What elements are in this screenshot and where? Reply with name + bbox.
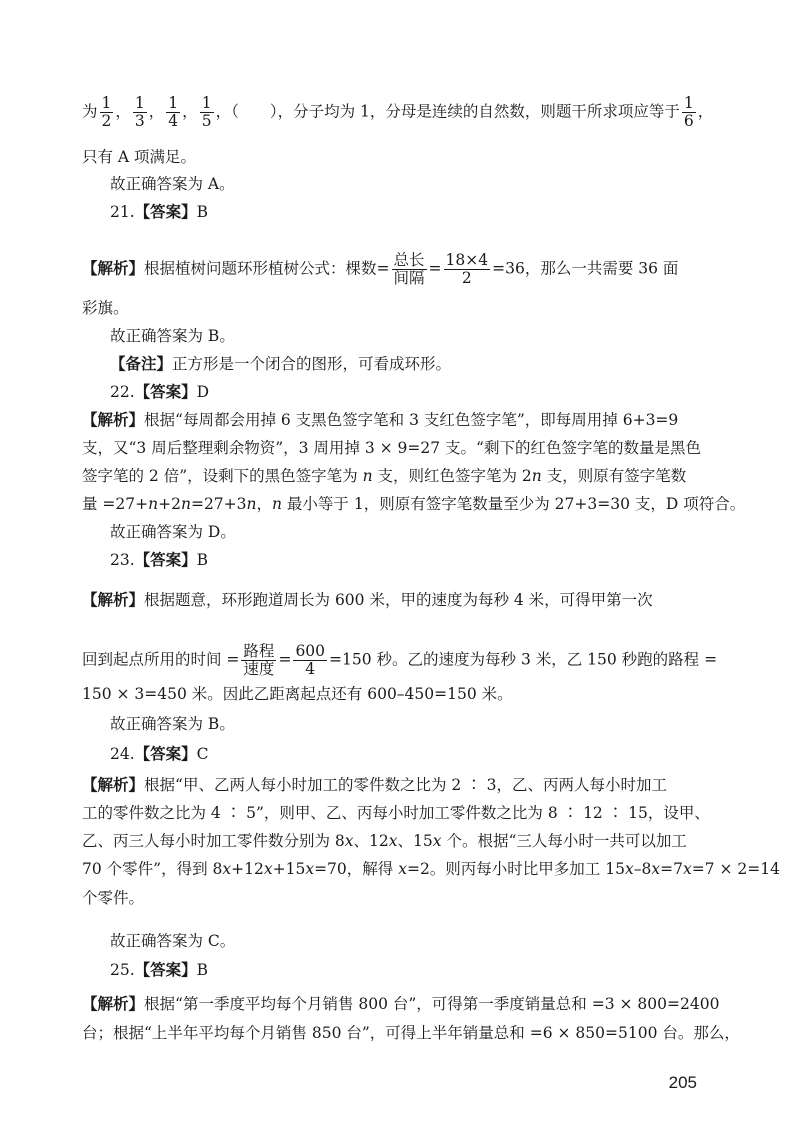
text-line: 故正确答案为 C。 xyxy=(110,932,236,950)
text-line: 回到起点所用的时间 = $\frac{\text{路程}}{\text{速度}}$ = $\frac{600}{4}$ =150 秒。乙的速度为每秒 3 米，乙 150 秒跑的路程 = xyxy=(82,642,718,678)
fraction: $\frac{600}{4}$ xyxy=(295,642,326,678)
fraction: $\frac{\text{路程}}{\text{速度}}$ xyxy=(243,642,275,678)
text-line: 150 × 3=450 米。因此乙距离起点还有 600–450=150 米。 xyxy=(82,685,513,703)
text-line: 个零件。 xyxy=(82,889,145,907)
text-line: 工的零件数之比为 4 ∶ 5”，则甲、乙、丙每小时加工零件数之比为 8 ∶ 12 ∶ 15，设甲、 xyxy=(82,804,710,822)
analysis-line: 【解析】根据题意，环形跑道周长为 600 米，甲的速度为每秒 4 米，可得甲第一次 xyxy=(82,590,653,609)
text-line: 故正确答案为 B。 xyxy=(110,327,235,345)
analysis-line: 【解析】根据植树问题环形植树公式：棵数= $\frac{\text{总长}}{\text{间隔}}$ = $\frac{18\times 4}{2}$ =36，那么一共需要 36 面 xyxy=(82,251,679,287)
fraction: $\frac{\text{总长}}{\text{间隔}}$ xyxy=(393,251,425,287)
fraction: $\frac{1}{2}$ xyxy=(101,94,112,130)
analysis-line: 【解析】根据“每周都会用掉 6 支黑色签字笔和 3 支红色签字笔”，即每周用掉 6+3=9 xyxy=(82,410,679,429)
text-line: 故正确答案为 B。 xyxy=(110,715,235,733)
answer-heading: 23.【答案】B xyxy=(110,550,209,569)
analysis-line: 【解析】根据“甲、乙两人每小时加工的零件数之比为 2 ∶ 3，乙、丙两人每小时加工 xyxy=(82,775,667,794)
fraction: $\frac{1}{6}$ xyxy=(683,94,694,130)
answer-heading: 24.【答案】C xyxy=(110,744,209,763)
text-line: 彩旗。 xyxy=(82,299,129,317)
text-line: 台；根据“上半年平均每个月销售 850 台”，可得上半年销量总和 =6 × 850=5100 台。那么， xyxy=(82,1024,740,1042)
text-line: 签字笔的 2 倍”，设剩下的黑色签字笔为 n 支，则红色签字笔为 2n 支，则原有签字笔数 xyxy=(82,467,687,485)
answer-heading: 25.【答案】B xyxy=(110,960,209,979)
text-line: 只有 A 项满足。 xyxy=(82,148,197,166)
analysis-line: 【解析】根据“第一季度平均每个月销售 800 台”，可得第一季度销量总和 =3 × 800=2400 xyxy=(82,994,720,1013)
note-line: 【备注】正方形是一个闭合的图形，可看成环形。 xyxy=(110,354,452,373)
text-line: 为 $\frac{1}{2}$ ， $\frac{1}{3}$ ， $\frac{1}{4}$ ， $\frac{1}{5}$ ，（ ），分子均为 1，分母是连续的自然数，则题干所求项应等于 $\frac{1}{6}$ ， xyxy=(82,94,714,130)
fraction: $\frac{1}{3}$ xyxy=(134,94,145,130)
fraction: $\frac{18\times 4}{2}$ xyxy=(445,251,489,287)
fraction: $\frac{1}{4}$ xyxy=(168,94,179,130)
text-line: 支，又“3 周后整理剩余物资”，3 周用掉 3 × 9=27 支。“剩下的红色签字笔的数量是黑色 xyxy=(82,439,701,457)
text-line: 70 个零件”，得到 8x+12x+15x=70，解得 x=2。则丙每小时比甲多加工 15x–8x=7x=7 × 2=14 xyxy=(82,860,780,878)
text-line: 量 =27+n+2n=27+3n，n 最小等于 1，则原有签字笔数量至少为 27+3=30 支，D 项符合。 xyxy=(82,495,746,513)
text-line: 乙、丙三人每小时加工零件数分别为 8x、12x、15x 个。根据“三人每小时一共可以加工 xyxy=(82,832,687,850)
fraction: $\frac{1}{5}$ xyxy=(201,94,212,130)
page-number: 205 xyxy=(668,1073,697,1092)
text-line: 故正确答案为 D。 xyxy=(110,523,236,541)
answer-heading: 21.【答案】B xyxy=(110,202,209,221)
text-line: 故正确答案为 A。 xyxy=(110,175,235,193)
answer-heading: 22.【答案】D xyxy=(110,382,210,401)
